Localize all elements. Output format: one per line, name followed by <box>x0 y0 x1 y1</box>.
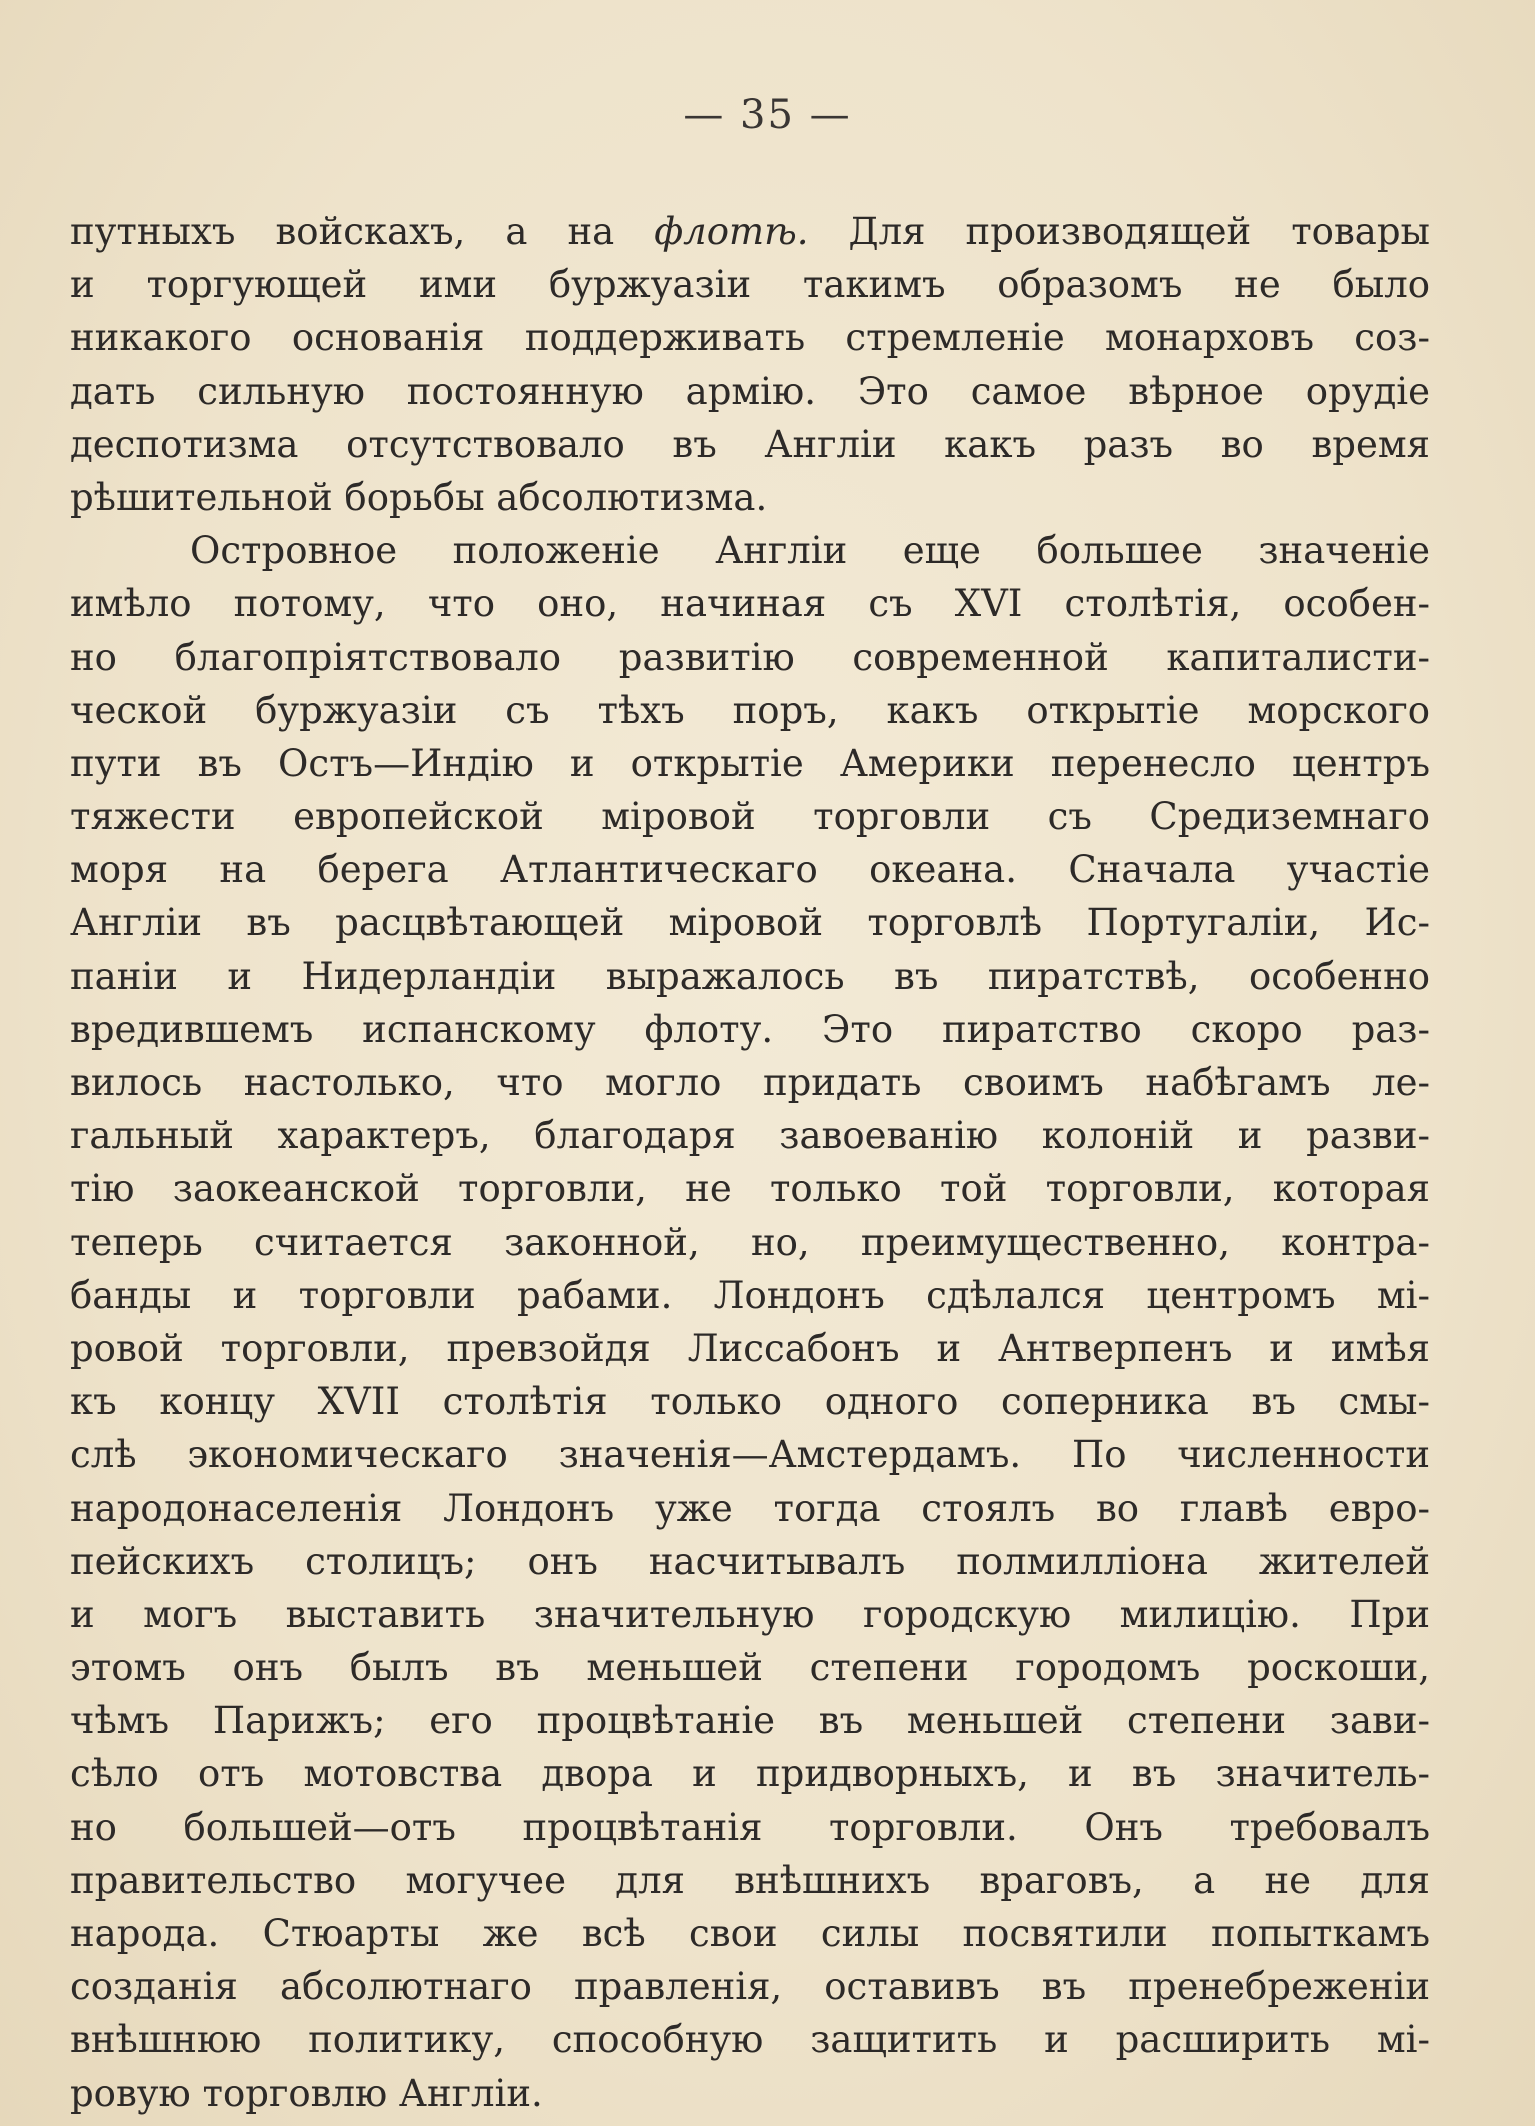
page-number: — 35 — <box>683 92 852 138</box>
text-line: правительство могучее для внѣшнихъ враговъ, а не для <box>70 1858 1430 1902</box>
text-line: тію заокеанской торговли, не только той торговли, которая <box>70 1167 1430 1211</box>
text-line: паніи и Нидерландіи выражалось въ пиратствѣ, особенно <box>70 954 1430 998</box>
text-line: но большей—отъ процвѣтанія торговли. Онъ требовалъ <box>70 1805 1430 1849</box>
text-line: путныхъ войскахъ, а на флотѣ. Для производящей товары <box>70 210 1430 253</box>
text-line: моря на берега Атлантическаго океана. Сначала участіе <box>70 848 1430 892</box>
text-line: слѣ экономическаго значенія—Амстердамъ. По численности <box>70 1433 1430 1477</box>
text-line: пути въ Остъ—Индію и открытіе Америки перенесло центръ <box>70 741 1430 785</box>
text-line: сѣло отъ мотовства двора и придворныхъ, и въ значитель- <box>70 1752 1430 1796</box>
text-line: народа. Стюарты же всѣ свои силы посвятили попыткамъ <box>70 1912 1430 1955</box>
text-line: къ концу XVII столѣтія только одного соперника въ смы- <box>70 1380 1430 1424</box>
text-line: рѣшительной борьбы абсолютизма. <box>70 475 768 519</box>
paragraph-start-line: Островное положеніе Англіи еще большее значеніе <box>190 529 1430 573</box>
text-line: гальный характеръ, благодаря завоеванію колоній и разви- <box>70 1114 1430 1158</box>
text-line: вилось настолько, что могло придать своимъ набѣгамъ ле- <box>70 1061 1430 1104</box>
text-line: ровой торговли, превзойдя Лиссабонъ и Антверпенъ и имѣя <box>70 1326 1430 1370</box>
text-line: внѣшнюю политику, способную защитить и расширить мі- <box>70 2018 1430 2062</box>
italic-word: флотѣ. <box>654 210 809 253</box>
text-line: но благопріятствовало развитію современной капиталисти- <box>70 635 1430 679</box>
text-line: дать сильную постоянную армію. Это самое вѣрное орудіе <box>70 369 1430 413</box>
text-line: созданія абсолютнаго правленія, оставивъ въ пренебреженіи <box>70 1965 1430 2009</box>
body-text <box>70 205 1430 2120</box>
text-line: имѣло потому, что оно, начиная съ XVI столѣтія, особен- <box>70 582 1430 626</box>
text-line: тяжести европейской міровой торговли съ Средиземнаго <box>70 795 1430 839</box>
text-line: банды и торговли рабами. Лондонъ сдѣлался центромъ мі- <box>70 1273 1430 1317</box>
text-line: и торгующей ими буржуазіи такимъ образомъ не было <box>70 263 1430 307</box>
text-line: вредившемъ испанскому флоту. Это пиратство скоро раз- <box>70 1007 1430 1051</box>
text-line: деспотизма отсутствовало въ Англіи какъ разъ во время <box>70 422 1430 466</box>
text-line: никакого основанія поддерживать стремленіе монарховъ соз- <box>70 316 1430 360</box>
text-line: ческой буржуазіи съ тѣхъ поръ, какъ открытіе морского <box>70 688 1430 732</box>
text-line: теперь считается законной, но, преимущественно, контра- <box>70 1220 1430 1264</box>
text-line: Англіи въ расцвѣтающей міровой торговлѣ Португаліи, Ис- <box>70 901 1430 945</box>
text-line: народонаселенія Лондонъ уже тогда стоялъ во главѣ евро- <box>70 1486 1430 1530</box>
text-line: этомъ онъ былъ въ меньшей степени городомъ роскоши, <box>70 1646 1430 1690</box>
text-line: чѣмъ Парижъ; его процвѣтаніе въ меньшей степени зави- <box>70 1699 1430 1743</box>
text-line: пейскихъ столицъ; онъ насчитывалъ полмилліона жителей <box>70 1539 1430 1583</box>
text-line: и могъ выставить значительную городскую милицію. При <box>70 1592 1430 1636</box>
text-line: ровую торговлю Англіи. <box>70 2071 543 2115</box>
